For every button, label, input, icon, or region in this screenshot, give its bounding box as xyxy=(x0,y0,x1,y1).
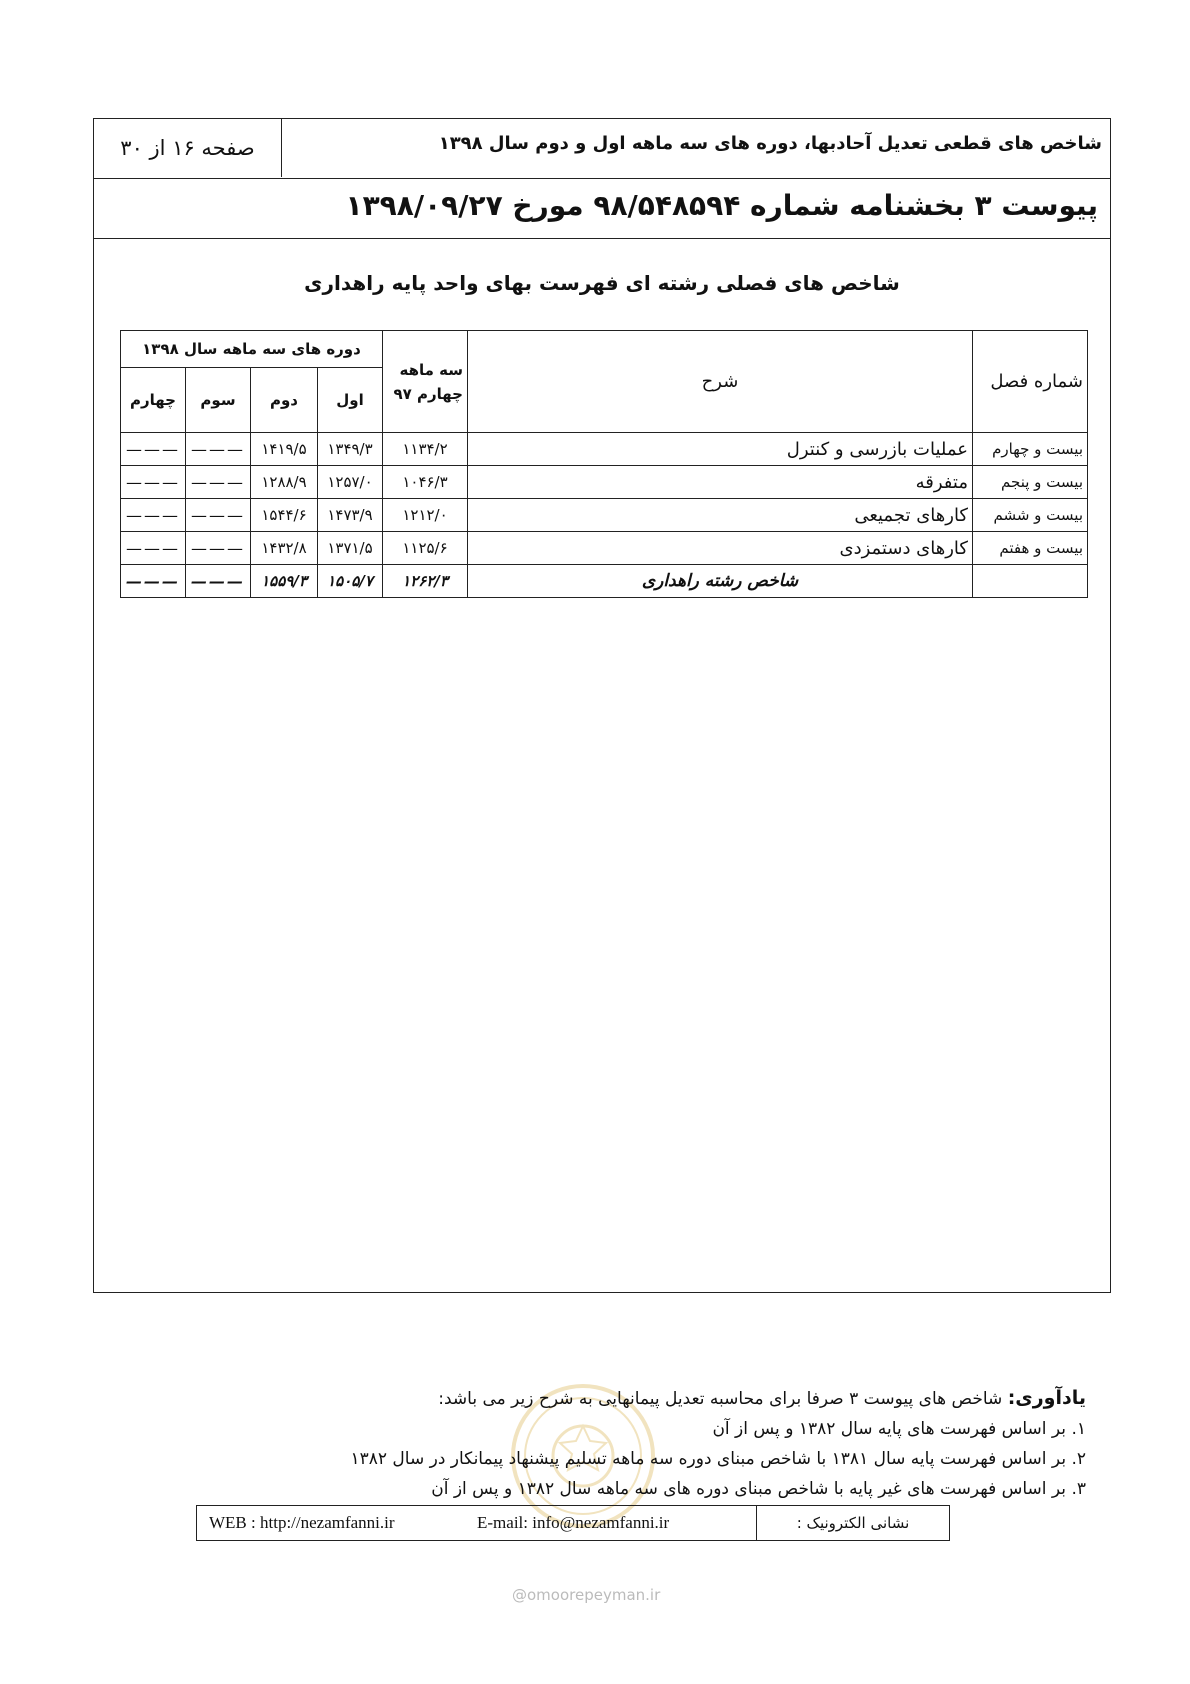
cell-first: ۱۴۷۳/۹ xyxy=(318,499,383,532)
cell-q4-97: ۱۲۱۲/۰ xyxy=(383,499,468,532)
cell-third: ——— xyxy=(186,433,251,466)
index-table xyxy=(120,330,1088,598)
notes-intro: شاخص های پیوست ۳ صرفا برای محاسبه تعدیل پیمانهایی به شرح زیر می باشد: xyxy=(438,1389,1003,1409)
note-item: ۲. بر اساس فهرست پایه سال ۱۳۸۱ با شاخص مبنای دوره سه ماهه تسلیم پیشنهاد پیمانکار در سال ۱۳۸۲ xyxy=(350,1449,1086,1469)
header-first: اول xyxy=(318,368,383,433)
web-link[interactable]: WEB : http://nezamfanni.ir xyxy=(209,1513,395,1532)
cell-fourth: ——— xyxy=(121,433,186,466)
section-title: شاخص های فصلی رشته ای فهرست بهای واحد پایه راهداری xyxy=(304,271,900,295)
cell-chapter: بیست و چهارم xyxy=(973,433,1088,466)
total-q4-97: ۱۲۶۲/۳ xyxy=(383,565,468,598)
total-fourth: ——— xyxy=(121,565,186,598)
document-frame xyxy=(93,118,1111,1293)
header-q4-line1: سه ماهه xyxy=(399,360,463,379)
contact-label: نشانی الکترونیک : xyxy=(756,1506,949,1540)
cell-second: ۱۴۳۲/۸ xyxy=(251,532,318,565)
email-link[interactable]: E-mail: info@nezamfanni.ir xyxy=(477,1513,670,1532)
document-title: شاخص های قطعی تعدیل آحادبها، دوره های سه ماهه اول و دوم سال ۱۳۹۸ xyxy=(438,133,1102,154)
table-row xyxy=(121,433,1088,466)
note-item: ۱. بر اساس فهرست های پایه سال ۱۳۸۲ و پس از آن xyxy=(712,1419,1086,1439)
cell-q4-97: ۱۱۲۵/۶ xyxy=(383,532,468,565)
cell-third: ——— xyxy=(186,499,251,532)
table-total-row xyxy=(121,565,1088,598)
cell-first: ۱۲۵۷/۰ xyxy=(318,466,383,499)
notes-section xyxy=(186,1383,1086,1504)
cell-second: ۱۲۸۸/۹ xyxy=(251,466,318,499)
header-period-group: دوره های سه ماهه سال ۱۳۹۸ xyxy=(121,331,383,368)
cell-q4-97: ۱۱۳۴/۲ xyxy=(383,433,468,466)
cell-first: ۱۳۷۱/۵ xyxy=(318,532,383,565)
cell-fourth: ——— xyxy=(121,532,186,565)
cell-third: ——— xyxy=(186,532,251,565)
cell-second: ۱۵۴۴/۶ xyxy=(251,499,318,532)
cell-chapter: بیست و ششم xyxy=(973,499,1088,532)
header-fourth: چهارم xyxy=(121,368,186,433)
cell-third: ——— xyxy=(186,466,251,499)
notes-intro-line xyxy=(186,1383,1086,1414)
total-third: ——— xyxy=(186,565,251,598)
watermark-site: @omoorepeyman.ir xyxy=(512,1586,661,1604)
cell-second: ۱۴۱۹/۵ xyxy=(251,433,318,466)
cell-chapter: بیست و هفتم xyxy=(973,532,1088,565)
page-number: صفحه ۱۶ از ۳۰ xyxy=(94,119,282,177)
cell-q4-97: ۱۰۴۶/۳ xyxy=(383,466,468,499)
cell-first: ۱۳۴۹/۳ xyxy=(318,433,383,466)
cell-chapter: بیست و پنجم xyxy=(973,466,1088,499)
table-row xyxy=(121,499,1088,532)
cell-fourth: ——— xyxy=(121,466,186,499)
cell-description: کارهای تجمیعی xyxy=(468,499,973,532)
total-description: شاخص رشته راهداری xyxy=(468,565,973,598)
total-first: ۱۵۰۵/۷ xyxy=(318,565,383,598)
header-q4-line2: چهارم ۹۷ xyxy=(393,384,463,403)
total-second: ۱۵۵۹/۳ xyxy=(251,565,318,598)
header-second: دوم xyxy=(251,368,318,433)
contact-box xyxy=(196,1505,950,1541)
header-q4-97 xyxy=(383,331,468,433)
cell-description: عملیات بازرسی و کنترل xyxy=(468,433,973,466)
cell-fourth: ——— xyxy=(121,499,186,532)
header-row xyxy=(94,119,1110,179)
document-subtitle: پیوست ۳ بخشنامه شماره ۹۸/۵۴۸۵۹۴ مورخ ۱۳۹۸/۰۹/۲۷ xyxy=(345,189,1098,222)
header-chapter: شماره فصل xyxy=(973,331,1088,433)
notes-lead: یادآوری: xyxy=(1007,1387,1086,1409)
cell-description: کارهای دستمزدی xyxy=(468,532,973,565)
header-description: شرح xyxy=(468,331,973,433)
cell-description: متفرقه xyxy=(468,466,973,499)
subtitle-row xyxy=(94,179,1110,239)
cell-chapter-empty xyxy=(973,565,1088,598)
header-third: سوم xyxy=(186,368,251,433)
note-item: ۳. بر اساس فهرست های غیر پایه با شاخص مبنای دوره های سه ماهه سال ۱۳۸۲ و پس از آن xyxy=(431,1479,1086,1499)
table-row xyxy=(121,532,1088,565)
table-row xyxy=(121,466,1088,499)
